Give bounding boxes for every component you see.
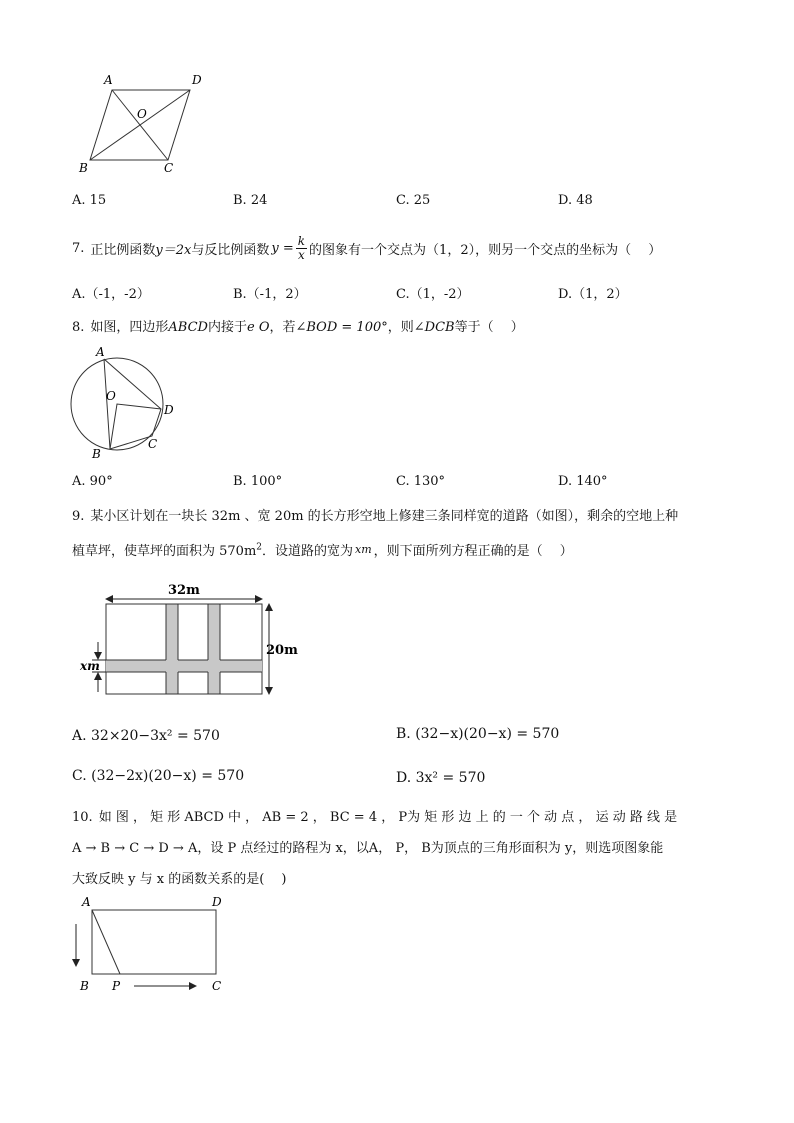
q7-eq1: y＝2x [155, 242, 192, 258]
q9-option-d[interactable]: D. 3x² = 570 [396, 770, 486, 786]
q8-circle: e O [247, 320, 270, 335]
q8-angle2: ∠DCB [413, 320, 455, 335]
q9-line-2 [72, 540, 573, 559]
width-label: 32m [168, 583, 200, 598]
q6-option-b[interactable]: B. 24 [233, 193, 268, 208]
road-width-label: xm [80, 659, 100, 673]
parallelogram-figure [70, 68, 230, 180]
vertex-label-d: D [192, 73, 202, 87]
q9-text-2sup: 2 [256, 542, 263, 553]
inscribed-quadrilateral-figure [64, 340, 194, 464]
height-label: 20m [266, 643, 298, 658]
vertex-label-b: B [80, 979, 89, 993]
q10-text-1: 如 图 ， 矩 形 ABCD 中 ， AB = 2 ， BC = 4 ， P为 矩 形 边 上 的 一 个 动 点 ， 运 动 路 线 是 [98, 810, 678, 825]
q8-option-b[interactable]: B. 100° [233, 474, 283, 489]
q7-option-b[interactable]: B.（-1，2） [233, 287, 307, 302]
q8-text-2: 内接于 [207, 320, 247, 335]
q8-option-c[interactable]: C. 130° [396, 474, 446, 489]
q10-line-3 [72, 868, 286, 887]
q9-var: xm [355, 543, 372, 556]
q7-option-c[interactable]: C.（1，-2） [396, 287, 470, 302]
q8-text-4: ，则 [387, 320, 414, 335]
vertex-label-d: D [164, 403, 174, 417]
vertex-label-p: P [112, 979, 121, 993]
q10-text-2: A → B → C → D → A，设 P 点经过的路程为 x，以A， P， B为顶点的三角形面积为 y，则选项图象能 [72, 841, 664, 856]
q9-option-a[interactable]: A. 32×20−3x² = 570 [72, 728, 220, 744]
vertex-label-c: C [164, 161, 174, 175]
q9-option-c[interactable]: C. (32−2x)(20−x) = 570 [72, 768, 245, 784]
q7-text-2: 与反比例函数 [191, 242, 270, 258]
q8-number: 8. [72, 320, 85, 335]
q7-frac-num: k [297, 233, 306, 248]
q8-option-a[interactable]: A. 90° [72, 474, 113, 489]
q6-option-a[interactable]: A. 15 [72, 193, 107, 208]
q9-text-1: 某小区计划在一块长 32m 、宽 20m 的长方形空地上修建三条同样宽的道路（如图），剩余的空地上种 [90, 509, 679, 524]
q8-stem [72, 316, 524, 335]
q8-shape: ABCD [168, 320, 208, 335]
vertex-label-d: D [212, 895, 222, 909]
road-plan-figure [76, 580, 306, 700]
q7-text-3: 的图象有一个交点为（1，2），则另一个交点的坐标为（ ） [309, 242, 662, 258]
q7-frac-den: x [298, 247, 305, 262]
q8-angle1: ∠BOD = 100° [295, 320, 388, 335]
q10-text-3: 大致反映 y 与 x 的函数关系的是( ) [72, 872, 287, 887]
q7-option-a[interactable]: A.（-1，-2） [72, 287, 150, 302]
q10-number: 10. [72, 810, 93, 825]
rectangle-path-figure [66, 894, 236, 996]
q8-text-3: ，若 [269, 320, 296, 335]
vertex-label-c: C [148, 437, 158, 451]
q10-line-1 [72, 806, 677, 825]
q8-text-5: 等于（ ） [454, 320, 524, 335]
vertex-label-b: B [79, 161, 88, 175]
vertex-label-b: B [92, 447, 101, 461]
vertex-label-a: A [96, 345, 105, 359]
vertex-label-o: O [106, 389, 116, 403]
q8-text-1: 如图，四边形 [90, 320, 169, 335]
q8-option-d[interactable]: D. 140° [558, 474, 608, 489]
vertex-label-c: C [212, 979, 222, 993]
q9-number: 9. [72, 509, 85, 524]
q7-stem [72, 230, 661, 266]
vertex-label-a: A [82, 895, 91, 909]
q7-text-1: 正比例函数 [90, 242, 156, 258]
q7-option-d[interactable]: D.（1，2） [558, 287, 628, 302]
q9-line-1 [72, 505, 678, 524]
q9-option-b[interactable]: B. (32−x)(20−x) = 570 [396, 726, 560, 742]
vertex-label-a: A [104, 73, 113, 87]
q9-text-2b: ．设道路的宽为 [262, 544, 354, 559]
q9-text-2c: ，则下面所列方程正确的是（ ） [373, 544, 573, 559]
q10-line-2 [72, 837, 663, 856]
vertex-label-o: O [137, 107, 147, 121]
q6-option-c[interactable]: C. 25 [396, 193, 431, 208]
q7-number: 7. [72, 240, 85, 256]
q6-option-d[interactable]: D. 48 [558, 193, 593, 208]
q7-eq2-lhs: y = [271, 240, 294, 256]
q9-text-2a: 植草坪，使草坪的面积为 570m [72, 544, 257, 559]
q7-fraction [296, 235, 307, 262]
